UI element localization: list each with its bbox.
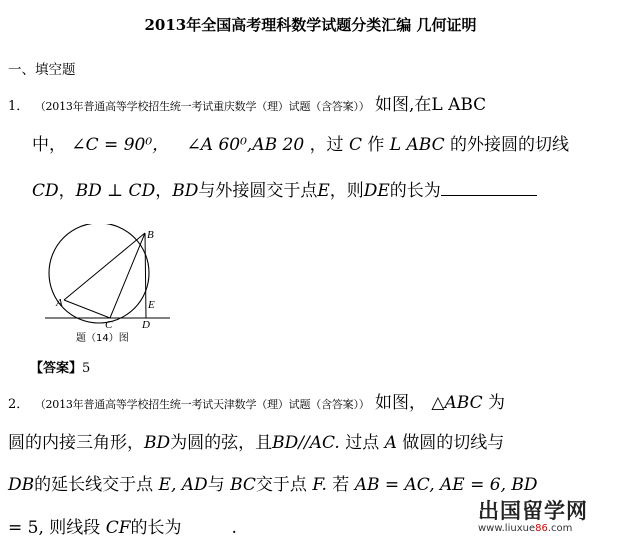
q1-math: BD: [172, 181, 199, 201]
q2-text: 交于点: [255, 475, 307, 495]
q1-text: ，: [58, 181, 76, 201]
q2-math: DB: [8, 475, 35, 495]
q2-line-3: [8, 470, 538, 495]
figure-caption: 题（14）图: [76, 333, 129, 344]
watermark-logo: [478, 495, 588, 534]
q1-number: 1．: [8, 99, 30, 114]
q1-text: 与外接圆交于点: [198, 181, 318, 201]
watermark-url-c: .com: [547, 523, 573, 534]
geometry-figure: [38, 224, 178, 348]
watermark-url-b: 86: [535, 523, 548, 534]
q2-math: BD//AC.: [272, 433, 340, 453]
q2-text: 圆的内接三角形，: [8, 433, 144, 453]
q1-math: C: [348, 135, 362, 155]
q2-line-2: [8, 428, 504, 453]
q2-math: F.: [312, 475, 327, 495]
q2-text: 为圆的弦，且: [170, 433, 273, 453]
q2-text: 做圆的切线与: [402, 433, 505, 453]
q1-source: （2013年普通高等学校招生统一考试重庆数学（理）试题（含答案））: [34, 100, 370, 113]
q2-text: 的长为: [130, 518, 182, 538]
q1-text: 中，: [32, 135, 66, 155]
triangle-abc: [64, 233, 145, 318]
q1-answer: [30, 357, 90, 376]
q2-text: .: [231, 518, 237, 538]
answer-value: 5: [82, 361, 91, 376]
q1-text: 的长为: [389, 181, 441, 201]
q1-math: CD: [32, 181, 59, 201]
q1-math: ∠A 60⁰,AB 20: [186, 135, 305, 155]
q1-text: ，过: [309, 135, 344, 155]
circumcircle: [49, 224, 149, 323]
q2-source: （2013年普通高等学校招生统一考试天津数学（理）试题（含答案））: [34, 398, 370, 411]
q1-text: ，: [155, 181, 173, 201]
q2-number: 2．: [8, 397, 30, 412]
segment-bd: [145, 233, 146, 318]
q1-math: BD ⊥ CD: [75, 181, 156, 201]
q2-math: AD: [181, 475, 208, 495]
q2-text: 过点: [345, 433, 380, 453]
q2-line-1: [8, 388, 505, 413]
q2-text: 为: [487, 393, 505, 413]
watermark-url-a: www.liuxue: [478, 523, 536, 534]
answer-label: 【答案】: [30, 361, 83, 376]
label-b: B: [147, 229, 154, 241]
label-d: D: [142, 319, 150, 331]
q2-text: 的延长线交于点: [34, 475, 154, 495]
label-e: E: [148, 299, 155, 311]
q2-math: BC: [230, 475, 256, 495]
label-c: C: [105, 319, 113, 331]
q2-math: E,: [158, 475, 177, 495]
q2-math: AB = AC, AE = 6, BD: [354, 475, 538, 495]
q1-line-1: [8, 90, 486, 115]
q1-line-3: [32, 176, 537, 201]
q2-line-4: [8, 513, 237, 538]
q2-math: BD: [144, 433, 171, 453]
q1-line-2: [32, 130, 569, 155]
q2-math: △ABC: [431, 393, 483, 413]
section-heading: 一、填空题: [8, 62, 76, 78]
watermark-text: 出国留学网: [478, 499, 588, 523]
q1-math: E: [317, 181, 330, 201]
q1-line1-tail: 如图,在L ABC: [375, 95, 487, 115]
label-a: A: [56, 297, 63, 309]
watermark-url: [478, 523, 588, 534]
page-title: 2013年全国高考理科数学试题分类汇编 几何证明: [144, 16, 477, 34]
answer-blank: [441, 180, 537, 196]
q2-text: 若: [332, 475, 350, 495]
q1-math: L ABC: [389, 135, 445, 155]
q2-text: = 5,: [8, 518, 44, 538]
q1-text: ，则: [329, 181, 364, 201]
q2-math: CF: [105, 518, 131, 538]
q1-math: DE: [363, 181, 390, 201]
q2-text: 与: [207, 475, 225, 495]
q2-text: 如图，: [375, 393, 426, 413]
q2-math: A: [384, 433, 397, 453]
q2-text: 则线段: [49, 518, 101, 538]
q1-text: 作: [367, 135, 385, 155]
q1-text: 的外接圆的切线: [450, 135, 569, 155]
q1-math: ∠C = 90⁰，: [71, 135, 170, 155]
